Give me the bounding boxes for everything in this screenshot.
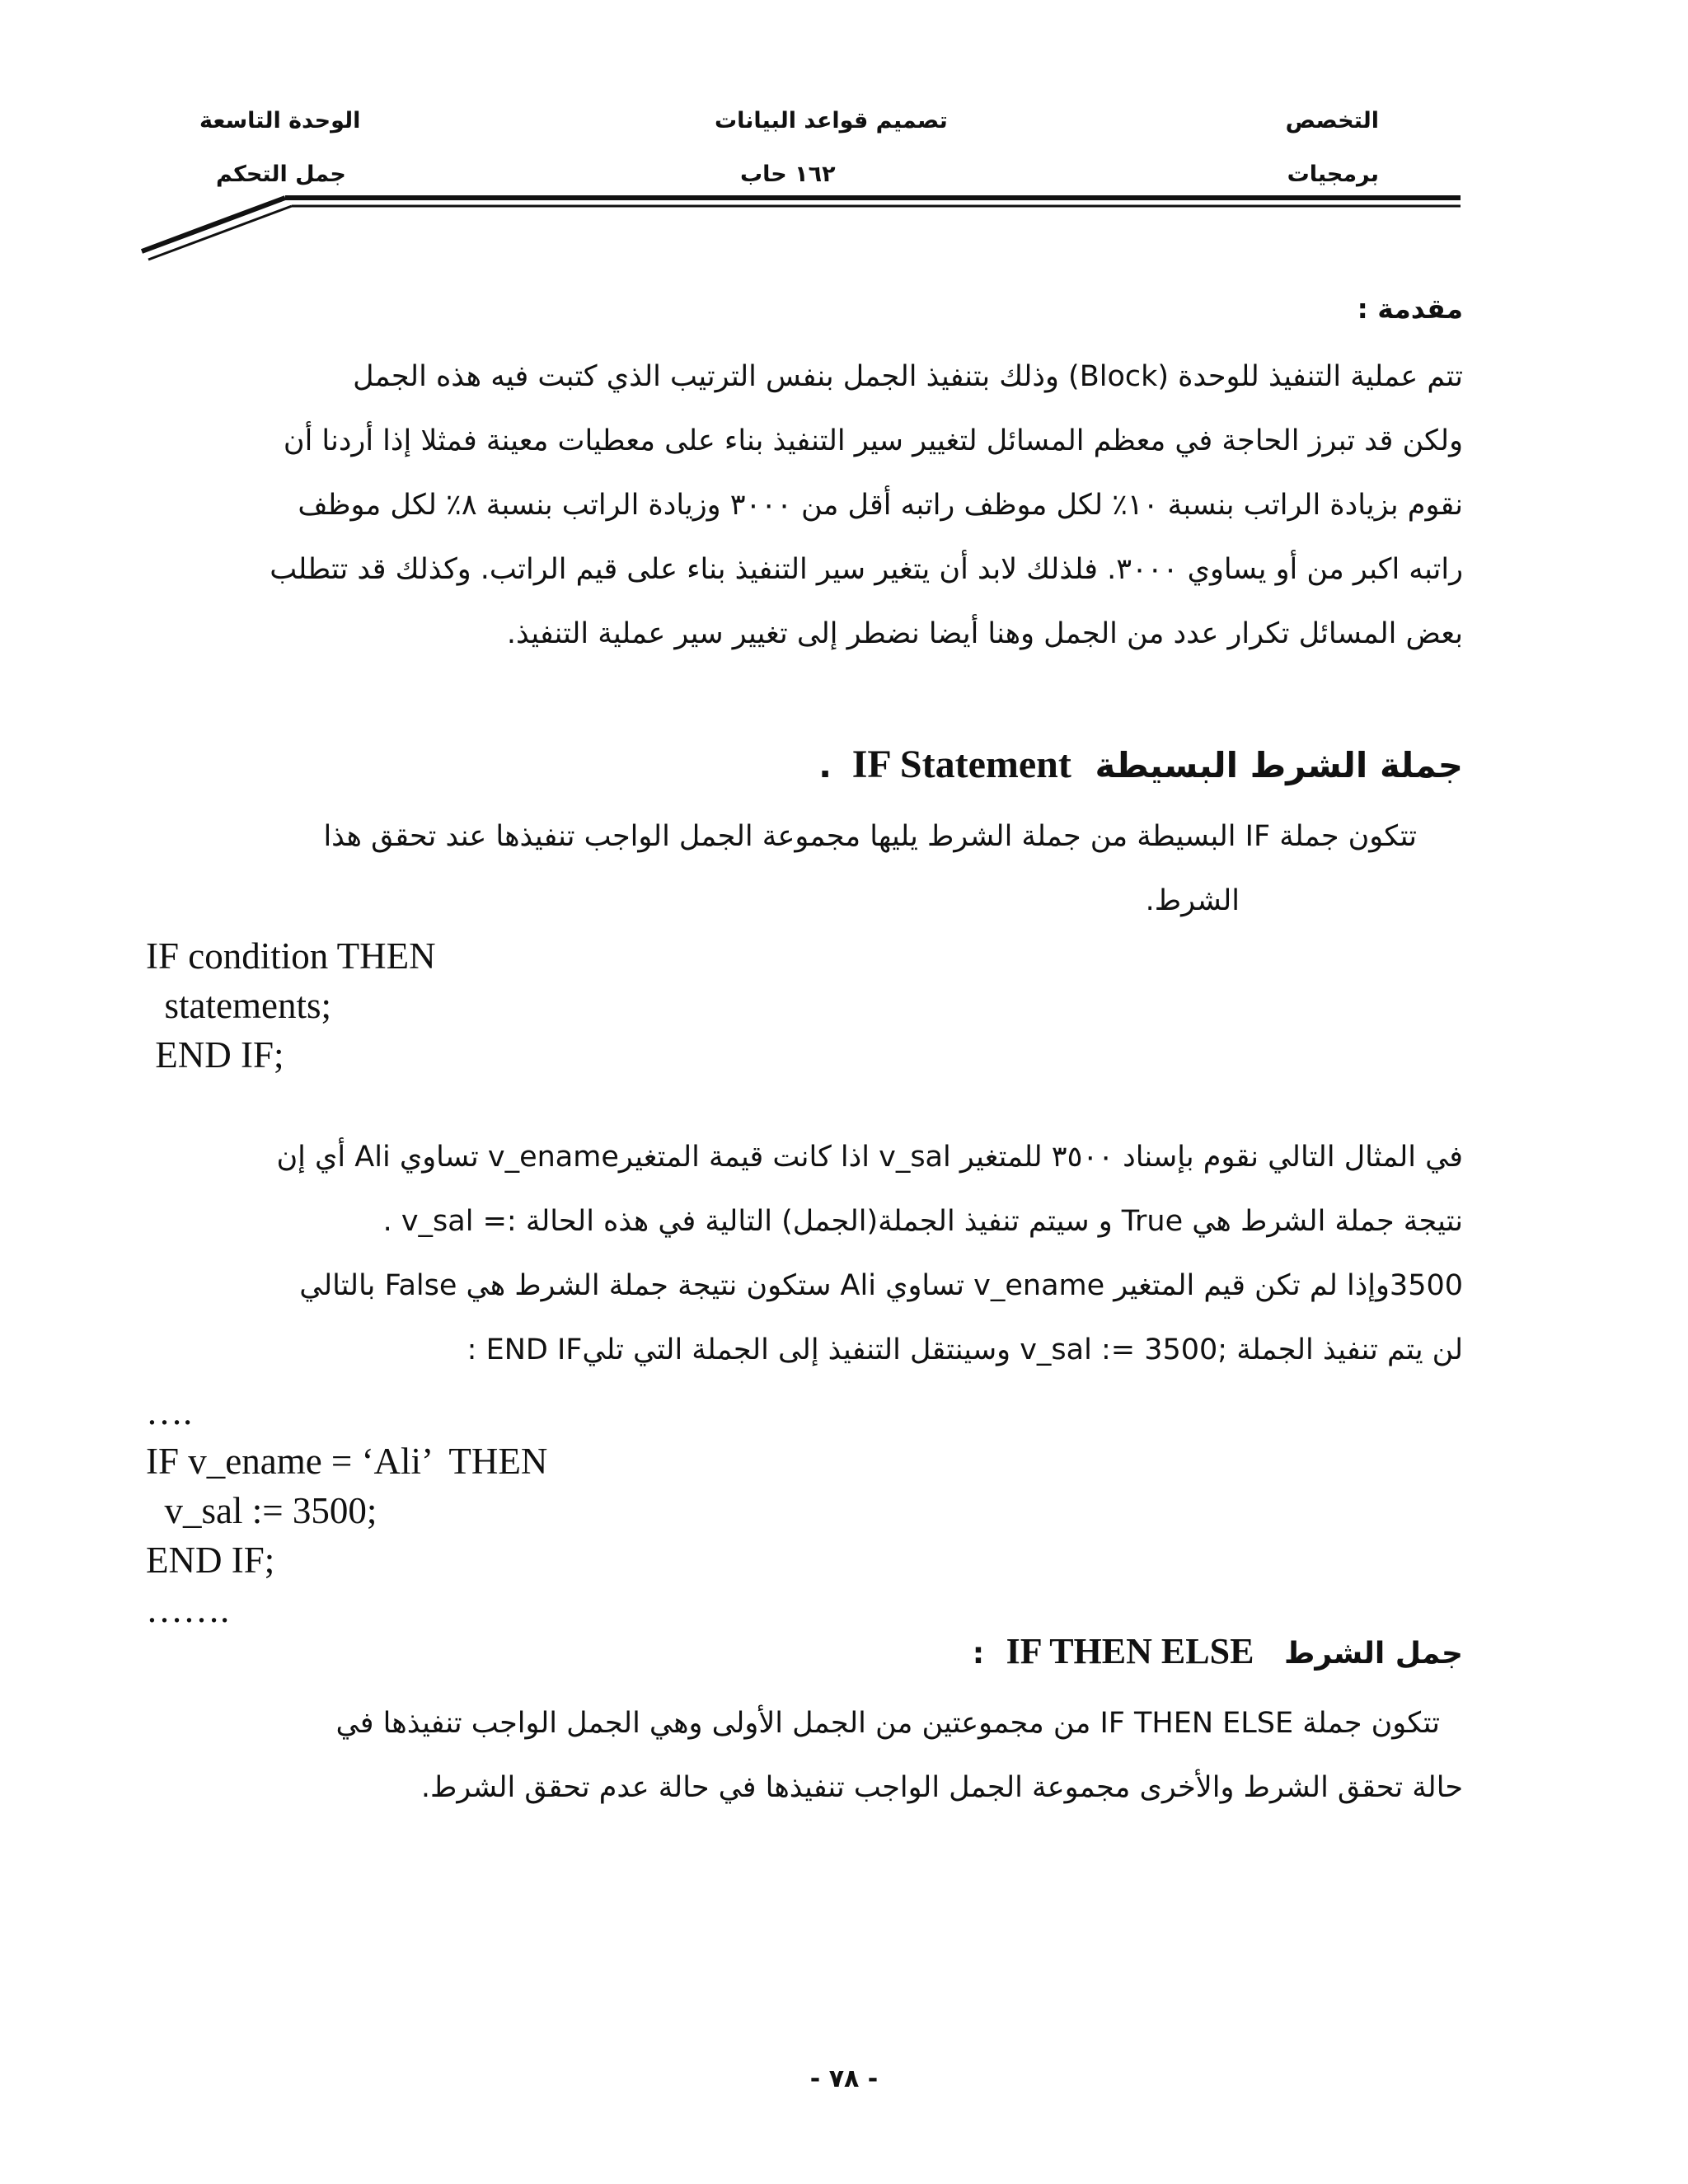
if-example-line: لن يتم تنفيذ الجملة ;3500 =: v_sal وسينتقل التنفيذ إلى الجملة التي تليEND IF : bbox=[467, 1333, 1463, 1366]
if-example-line: نتيجة جملة الشرط هي True و سيتم تنفيذ الجملة(الجمل) التالية في هذه الحالة := v_sal . bbox=[382, 1205, 1463, 1238]
header-course-code: ١٦٢ حاب bbox=[740, 162, 836, 187]
if-description-line: الشرط. bbox=[1145, 884, 1240, 917]
header-unit-title: جمل التحكم bbox=[216, 162, 346, 187]
if-description bbox=[144, 804, 1440, 933]
header-specialty-value: برمجيات bbox=[1287, 162, 1379, 187]
intro-line: ولكن قد تبرز الحاجة في معظم المسائل لتغيير سير التنفيذ بناء على معطيات معينة فمثلا إذا أردنا أن bbox=[283, 424, 1463, 457]
if-else-description-line: تتكون جملة IF THEN ELSE من مجموعتين من الجمل الأولى وهي الجمل الواجب تنفيذها في bbox=[335, 1707, 1440, 1740]
intro-line: بعض المسائل تكرار عدد من الجمل وهنا أيضا نضطر إلى تغيير سير عملية التنفيذ. bbox=[506, 617, 1463, 650]
if-else-heading bbox=[973, 1630, 1463, 1672]
intro-title: مقدمة : bbox=[1357, 293, 1463, 325]
if-else-description-line: حالة تحقق الشرط والأخرى مجموعة الجمل الواجب تنفيذها في حالة عدم تحقق الشرط. bbox=[420, 1771, 1463, 1804]
header-unit-number: الوحدة التاسعة bbox=[199, 108, 361, 134]
header-divider bbox=[0, 0, 1688, 272]
if-heading-arabic: جملة الشرط البسيطة bbox=[1095, 745, 1463, 785]
if-example-code: …. IF v_ename = ‘Ali’ THEN v_sal := 3500; END IF; ……. bbox=[146, 1391, 548, 1630]
if-else-heading-arabic: جمل الشرط bbox=[1283, 1637, 1463, 1671]
if-else-description bbox=[144, 1691, 1463, 1820]
if-section-heading bbox=[818, 742, 1463, 787]
if-example-paragraph bbox=[144, 1125, 1463, 1382]
header-specialty-label: التخصص bbox=[1285, 108, 1379, 134]
if-description-line: تتكون جملة IF البسيطة من جملة الشرط يليها مجموعة الجمل الواجب تنفيذها عند تحقق هذا bbox=[323, 820, 1417, 853]
if-example-line: 3500وإذا لم تكن قيم المتغير v_ename تساوي Ali ستكون نتيجة جملة الشرط هي False بالتالي bbox=[299, 1269, 1463, 1302]
if-else-heading-english: IF THEN ELSE bbox=[1006, 1631, 1254, 1671]
if-else-heading-colon: : bbox=[972, 1637, 985, 1671]
if-syntax-code: IF condition THEN statements; END IF; bbox=[146, 935, 436, 1076]
intro-paragraph bbox=[144, 344, 1463, 666]
intro-line: تتم عملية التنفيذ للوحدة (Block) وذلك بتنفيذ الجمل بنفس الترتيب الذي كتبت فيه هذه الجمل bbox=[353, 360, 1463, 393]
intro-line: راتبه اكبر من أو يساوي ٣٠٠٠. فلذلك لابد أن يتغير سير التنفيذ بناء على قيم الراتب. وكذلك قد تتطلب bbox=[270, 553, 1463, 586]
if-heading-dot: . bbox=[818, 745, 832, 785]
if-example-line: في المثال التالي نقوم بإسناد ٣٥٠٠ للمتغير v_sal اذا كانت قيمة المتغيرv_ename تساوي Ali أي إن bbox=[276, 1141, 1463, 1174]
intro-line: نقوم بزيادة الراتب بنسبة ١٠٪ لكل موظف راتبه أقل من ٣٠٠٠ وزيادة الراتب بنسبة ٨٪ لكل موظف bbox=[298, 489, 1463, 522]
header-course-title: تصميم قواعد البيانات bbox=[715, 108, 948, 134]
if-heading-english: IF Statement bbox=[851, 743, 1071, 786]
page-number: - ٧٨ - bbox=[809, 2064, 879, 2093]
